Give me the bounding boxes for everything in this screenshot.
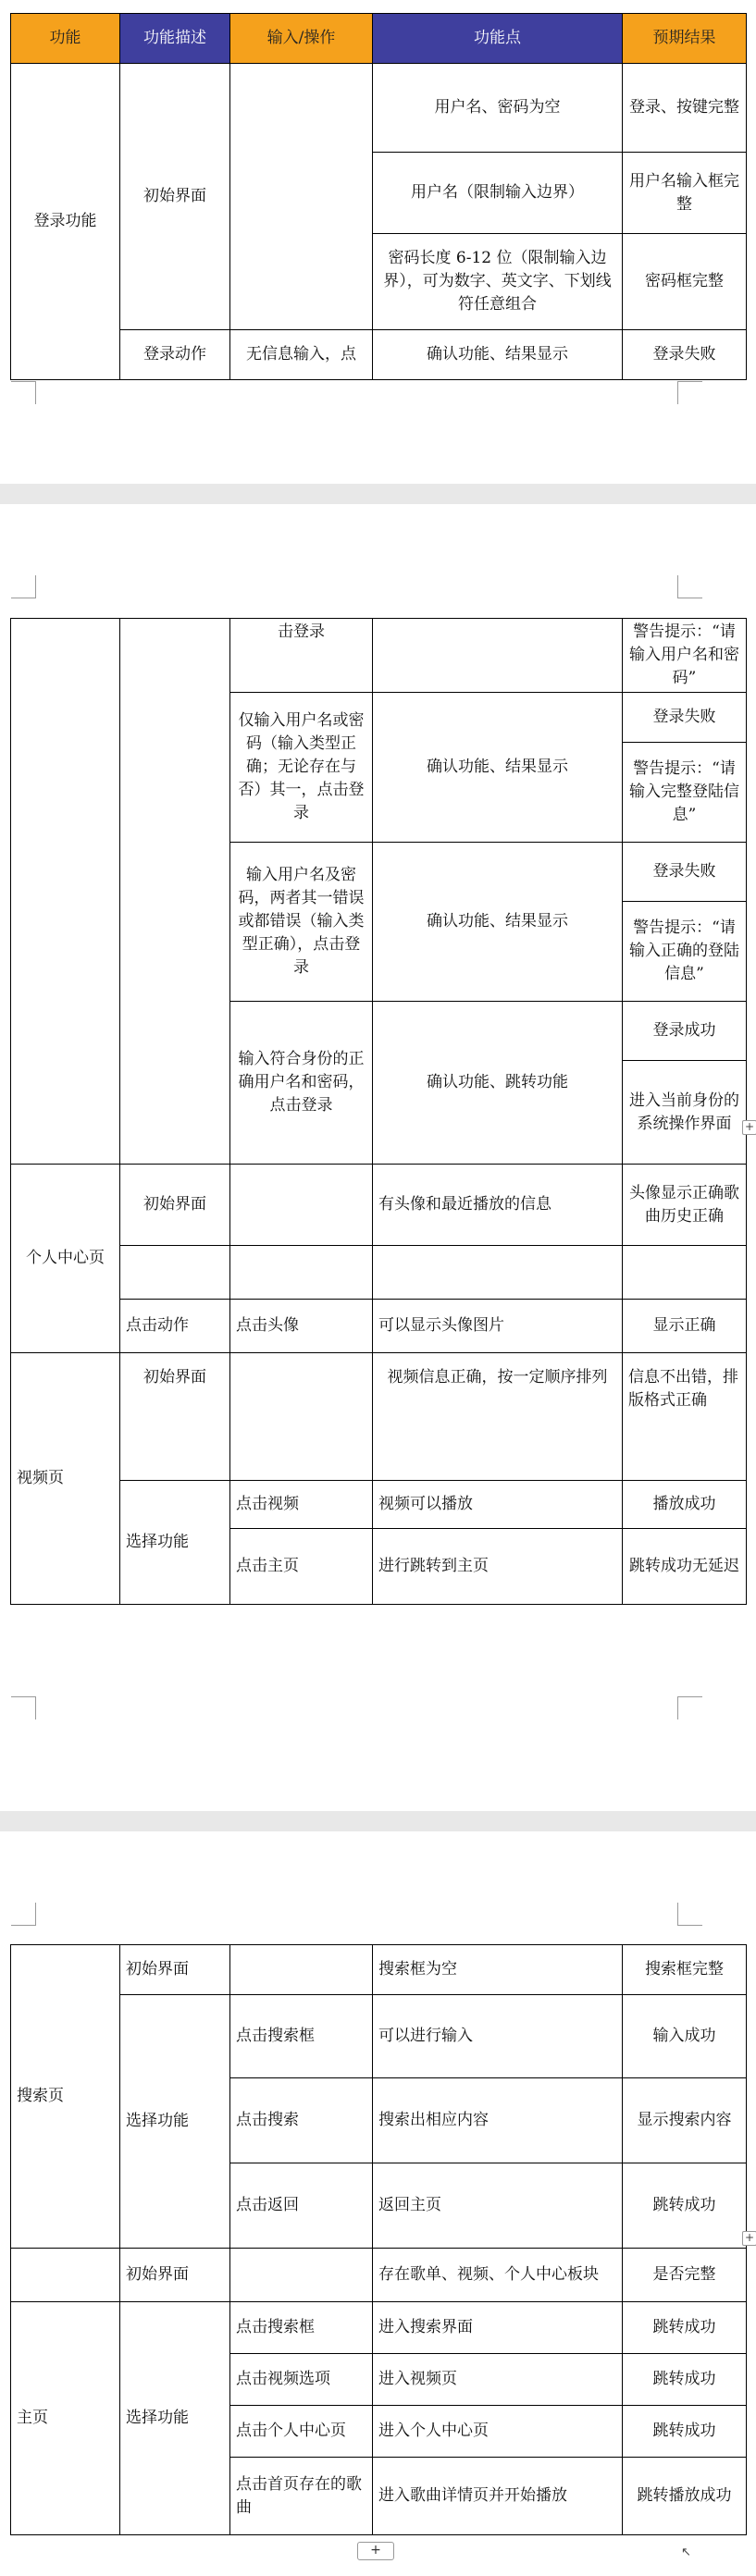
table-row: [11, 2249, 747, 2302]
page-corner-mark: [11, 1903, 36, 1926]
table-row: [11, 1481, 747, 1529]
result-cell: 警告提示：“请输入正确的登陆信息”: [623, 902, 747, 1002]
point-cell: [373, 619, 623, 693]
header-point: 功能点: [373, 14, 623, 64]
input-cell: 击登录: [230, 619, 373, 693]
result-cell: 跳转成功: [623, 2354, 747, 2406]
func-login: 登录功能: [11, 64, 120, 380]
result-cell: 是否完整: [623, 2249, 747, 2302]
page-corner-mark: [11, 1696, 36, 1719]
point-cell: 用户名、密码为空: [373, 64, 623, 153]
desc-personal-init: 初始界面: [120, 1165, 230, 1246]
input-cell: 点击搜索框: [230, 1995, 373, 2078]
point-cell: 搜索框为空: [373, 1945, 623, 1995]
func-home: 主页: [11, 2302, 120, 2535]
result-cell: 警告提示：“请输入完整登陆信息”: [623, 743, 747, 843]
result-cell: 跳转成功: [623, 2406, 747, 2458]
desc-search-select: 选择功能: [120, 1995, 230, 2249]
scroll-arrow-icon[interactable]: ↖: [681, 2545, 691, 2559]
func-video: 视频页: [11, 1353, 120, 1605]
result-cell: [623, 1246, 747, 1300]
add-row-button[interactable]: +: [357, 2542, 394, 2560]
point-cell: 进行跳转到主页: [373, 1529, 623, 1605]
input-cell: 点击视频: [230, 1481, 373, 1529]
input-cell: 输入符合身份的正确用户名和密码，点击登录: [230, 1002, 373, 1165]
func-login-cont: [11, 619, 120, 1165]
table-row: [11, 1945, 747, 1995]
table-row: [11, 330, 747, 380]
header-desc: 功能描述: [120, 14, 230, 64]
result-cell: 登录、按键完整: [623, 64, 747, 153]
add-row-handle[interactable]: +: [742, 2231, 756, 2246]
desc-search-init: 初始界面: [120, 1945, 230, 1995]
desc-login-init: 初始界面: [120, 64, 230, 330]
result-cell: 登录失败: [623, 693, 747, 743]
point-cell: 可以进行输入: [373, 1995, 623, 2078]
result-cell: 输入成功: [623, 1995, 747, 2078]
result-cell: 跳转播放成功: [623, 2458, 747, 2535]
add-row-handle[interactable]: +: [742, 1120, 756, 1135]
desc-cell: [120, 1246, 230, 1300]
input-cell: 无信息输入，点: [230, 330, 373, 380]
result-cell: 跳转成功: [623, 2302, 747, 2354]
page-corner-mark: [11, 381, 36, 404]
desc-personal-click: 点击动作: [120, 1300, 230, 1353]
table-row: [11, 619, 747, 693]
result-cell: 密码框完整: [623, 234, 747, 330]
desc-video-select: 选择功能: [120, 1481, 230, 1605]
input-cell: 点击头像: [230, 1300, 373, 1353]
desc-video-init: 初始界面: [120, 1353, 230, 1481]
page-gap-1: [0, 484, 756, 504]
input-cell: [230, 1246, 373, 1300]
func-cell: [11, 2249, 120, 2302]
point-cell: 确认功能、结果显示: [373, 693, 623, 843]
input-cell: [230, 2249, 373, 2302]
input-cell: 点击搜索: [230, 2078, 373, 2163]
point-cell: 搜索出相应内容: [373, 2078, 623, 2163]
test-table-part-1: [10, 13, 747, 380]
func-search: 搜索页: [11, 1945, 120, 2249]
table-row: [11, 1246, 747, 1300]
page-corner-mark: [677, 575, 702, 598]
point-cell: 进入个人中心页: [373, 2406, 623, 2458]
desc-login-cont: [120, 619, 230, 1165]
desc-home-select: 选择功能: [120, 2302, 230, 2535]
input-cell: [230, 1945, 373, 1995]
desc-login-action: 登录动作: [120, 330, 230, 380]
point-cell: 密码长度 6-12 位（限制输入边界），可为数字、英文字、下划线符任意组合: [373, 234, 623, 330]
page-corner-mark: [677, 381, 702, 404]
desc-home-init: 初始界面: [120, 2249, 230, 2302]
point-cell: 进入搜索界面: [373, 2302, 623, 2354]
result-cell: 进入当前身份的系统操作界面: [623, 1061, 747, 1165]
point-cell: 进入视频页: [373, 2354, 623, 2406]
input-cell: 点击首页存在的歌曲: [230, 2458, 373, 2535]
input-cell: 点击主页: [230, 1529, 373, 1605]
table-row: [11, 2302, 747, 2354]
point-cell: 存在歌单、视频、个人中心板块: [373, 2249, 623, 2302]
input-cell: 点击返回: [230, 2163, 373, 2249]
input-cell: [230, 1165, 373, 1246]
result-cell: 显示正确: [623, 1300, 747, 1353]
point-cell: 返回主页: [373, 2163, 623, 2249]
input-cell: 仅输入用户名或密码（输入类型正确；无论存在与否）其一，点击登录: [230, 693, 373, 843]
result-cell: 搜索框完整: [623, 1945, 747, 1995]
header-input: 输入/操作: [230, 14, 373, 64]
result-cell: 登录失败: [623, 843, 747, 902]
page-corner-mark: [11, 575, 36, 598]
result-cell: 播放成功: [623, 1481, 747, 1529]
table-row: [11, 1165, 747, 1246]
table-row: [11, 1300, 747, 1353]
table-row: [11, 64, 747, 153]
result-cell: 跳转成功无延迟: [623, 1529, 747, 1605]
table-row: [11, 1353, 747, 1481]
result-cell: 警告提示：“请输入用户名和密码”: [623, 619, 747, 693]
point-cell: 视频可以播放: [373, 1481, 623, 1529]
point-cell: 进入歌曲详情页并开始播放: [373, 2458, 623, 2535]
result-cell: 用户名输入框完整: [623, 153, 747, 234]
page-corner-mark: [677, 1903, 702, 1926]
page-corner-mark: [677, 1696, 702, 1719]
func-personal: 个人中心页: [11, 1165, 120, 1353]
point-cell: 视频信息正确，按一定顺序排列: [373, 1353, 623, 1481]
input-cell: 点击个人中心页: [230, 2406, 373, 2458]
test-table-part-2: [10, 618, 747, 1605]
test-table-part-3: [10, 1944, 747, 2535]
result-cell: 信息不出错，排版格式正确: [623, 1353, 747, 1481]
result-cell: 登录成功: [623, 1002, 747, 1061]
point-cell: 确认功能、结果显示: [373, 330, 623, 380]
header-row: [11, 14, 747, 64]
point-cell: 确认功能、结果显示: [373, 843, 623, 1002]
point-cell: 用户名（限制输入边界）: [373, 153, 623, 234]
input-login-init: [230, 64, 373, 330]
result-cell: 登录失败: [623, 330, 747, 380]
input-cell: [230, 1353, 373, 1481]
input-cell: 点击视频选项: [230, 2354, 373, 2406]
page-gap-2: [0, 1811, 756, 1831]
point-cell: [373, 1246, 623, 1300]
header-result: 预期结果: [623, 14, 747, 64]
input-cell: 输入用户名及密码，两者其一错误或都错误（输入类型正确），点击登录: [230, 843, 373, 1002]
point-cell: 有头像和最近播放的信息: [373, 1165, 623, 1246]
table-row: [11, 1995, 747, 2078]
header-func: 功能: [11, 14, 120, 64]
result-cell: 显示搜索内容: [623, 2078, 747, 2163]
point-cell: 确认功能、跳转功能: [373, 1002, 623, 1165]
input-cell: 点击搜索框: [230, 2302, 373, 2354]
result-cell: 跳转成功: [623, 2163, 747, 2249]
point-cell: 可以显示头像图片: [373, 1300, 623, 1353]
result-cell: 头像显示正确歌曲历史正确: [623, 1165, 747, 1246]
